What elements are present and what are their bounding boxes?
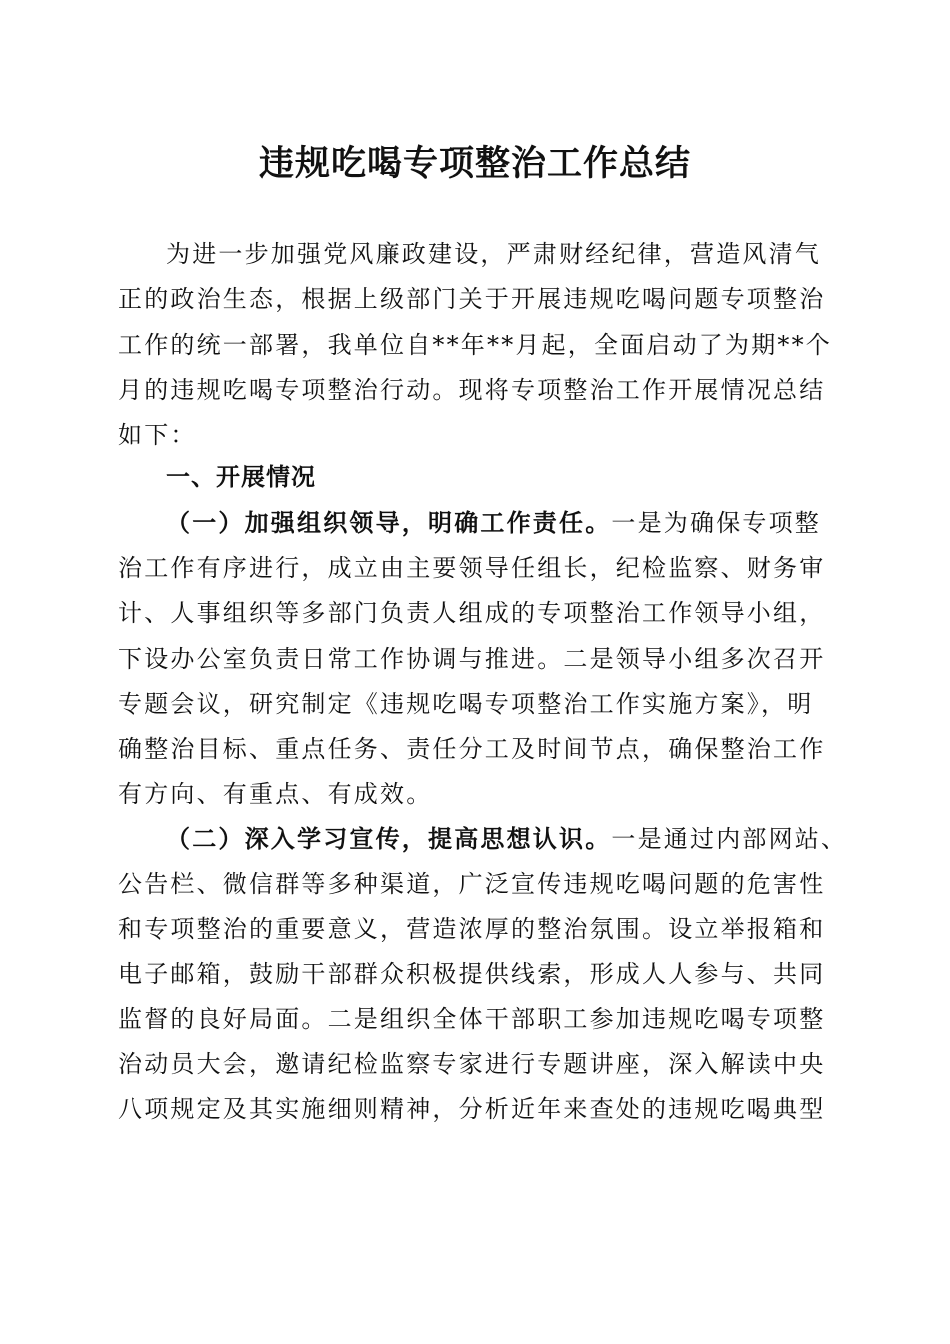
sub2-line-5: 监督的良好局面。二是组织全体干部职工参加违规吃喝专项整 — [118, 1005, 826, 1033]
sub2-line-2: 公告栏、微信群等多种渠道，广泛宣传违规吃喝问题的危害性 — [118, 870, 826, 898]
sub2-line-6: 治动员大会，邀请纪检监察专家进行专题讲座，深入解读中央 — [118, 1050, 826, 1078]
sub2-first-line-rest: 一是通过内部网站、 — [611, 825, 848, 853]
sub1-line-5: 专题会议，研究制定《违规吃喝专项整治工作实施方案》，明 — [118, 690, 814, 718]
sub1-heading: （一）加强组织领导，明确工作责任。 — [166, 508, 612, 537]
sub2-line-7: 八项规定及其实施细则精神，分析近年来查处的违规吃喝典型 — [118, 1095, 826, 1123]
sub1-line-2: 治工作有序进行，成立由主要领导任组长，纪检监察、财务审 — [118, 554, 826, 582]
intro-line-5: 如下： — [118, 421, 197, 449]
sub2-line-4: 电子邮箱，鼓励干部群众积极提供线索，形成人人参与、共同 — [118, 960, 826, 988]
sub1-line-1 — [166, 508, 886, 538]
sub1-first-line-rest: 一是为确保专项整 — [611, 509, 822, 537]
sub2-line-1 — [166, 824, 846, 854]
sub1-line-4: 下设办公室负责日常工作协调与推进。二是领导小组多次召开 — [118, 645, 826, 673]
intro-line-1: 为进一步加强党风廉政建设，严肃财经纪律，营造风清气 — [166, 240, 821, 268]
section-heading-1: 一、开展情况 — [166, 463, 316, 491]
sub2-line-3: 和专项整治的重要意义，营造浓厚的整治氛围。设立举报箱和 — [118, 915, 826, 943]
document-title: 违规吃喝专项整治工作总结 — [258, 143, 691, 184]
intro-line-2: 正的政治生态，根据上级部门关于开展违规吃喝问题专项整治 — [118, 285, 826, 313]
sub1-line-3: 计、人事组织等多部门负责人组成的专项整治工作领导小组， — [118, 599, 826, 627]
sub2-heading: （二）深入学习宣传，提高思想认识。 — [166, 824, 612, 853]
sub1-line-7: 有方向、有重点、有成效。 — [118, 780, 433, 808]
intro-line-3: 工作的统一部署，我单位自**年**月起，全面启动了为期**个 — [118, 331, 832, 359]
sub1-line-6: 确整治目标、重点任务、责任分工及时间节点，确保整治工作 — [118, 735, 826, 763]
intro-line-4: 月的违规吃喝专项整治行动。现将专项整治工作开展情况总结 — [118, 376, 826, 404]
